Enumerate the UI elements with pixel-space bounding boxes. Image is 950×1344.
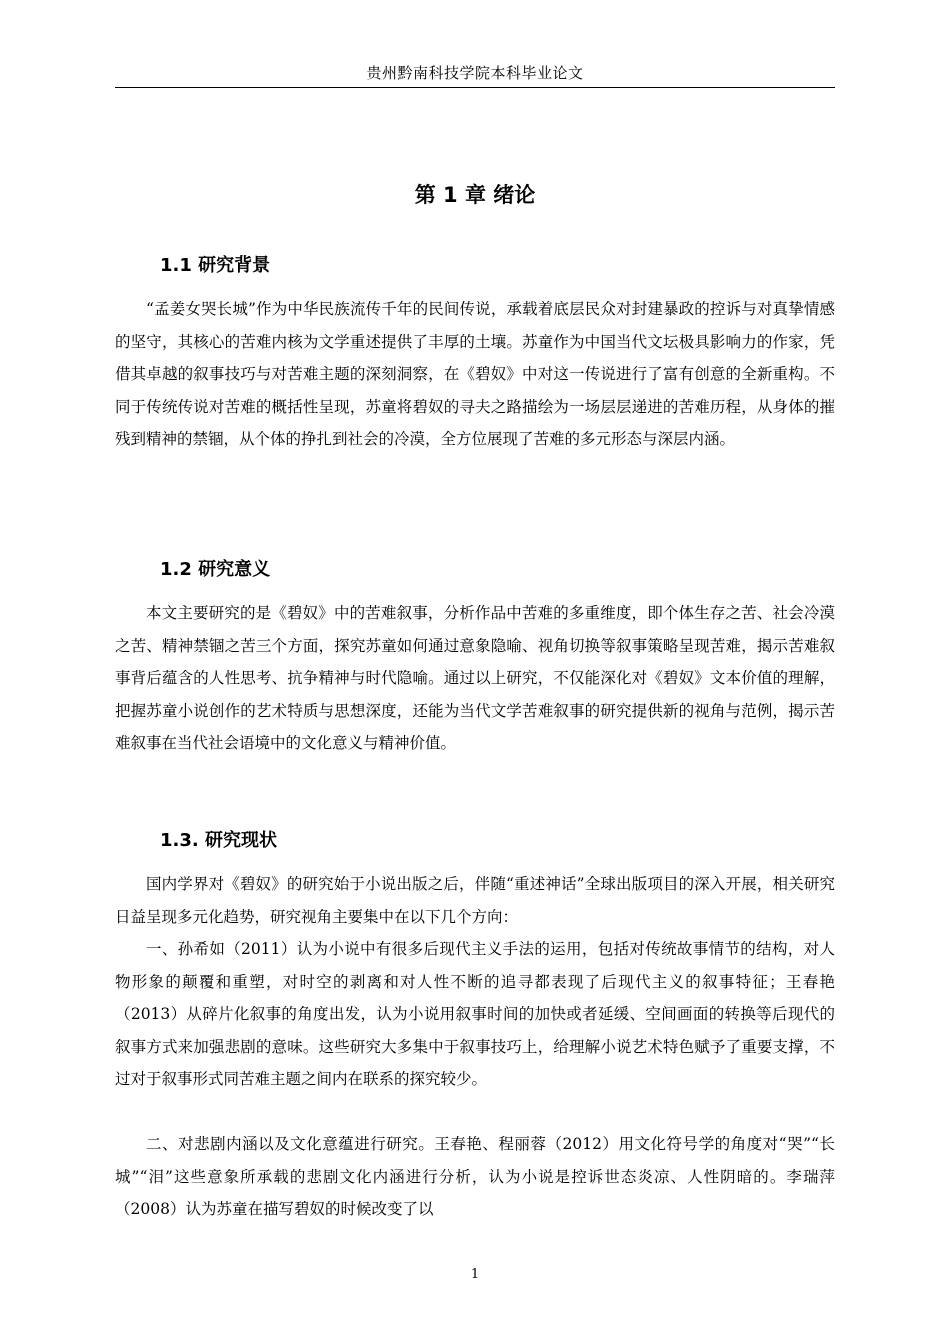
header-divider [115, 87, 835, 88]
paragraph-status-intro: 国内学界对《碧奴》的研究始于小说出版之后，伴随“重述神话”全球出版项目的深入开展，相关研究日益呈现多元化趋势，研究视角主要集中在以下几个方向： [115, 875, 835, 926]
paragraph-background: “孟姜女哭长城”作为中华民族流传千年的民间传说，承载着底层民众对封建暴政的控诉与对真挚情感的坚守，其核心的苦难内核为文学重述提供了丰厚的土壤。苏童作为中国当代文坛极具影响力的作家，凭借其卓越的叙事技巧与对苦难主题的深刻洞察，在《碧奴》中对这一传说进行了富有创意的全新重构。不同于传统传说对苦难的概括性呈现，苏童将碧奴的寻夫之路描绘为一场层层递进的苦难历程，从身体的摧残到精神的禁锢，从个体的挣扎到社会的冷漠，全方位展现了苦难的多元形态与深层内涵。 [115, 300, 835, 448]
paragraph-significance: 本文主要研究的是《碧奴》中的苦难叙事，分析作品中苦难的多重维度，即个体生存之苦、社会冷漠之苦、精神禁锢之苦三个方面，探究苏童如何通过意象隐喻、视角切换等叙事策略呈现苦难，揭示苦难叙事背后蕴含的人性思考、抗争精神与时代隐喻。通过以上研究，不仅能深化对《碧奴》文本价值的理解，把握苏童小说创作的艺术特质与思想深度，还能为当代文学苦难叙事的研究提供新的视角与范例，揭示苦难叙事在当代社会语境中的文化意义与精神价值。 [115, 604, 835, 752]
chapter-title: 第 1 章 绪论 [414, 183, 536, 207]
section-heading-significance: 1.2 研究意义 [160, 559, 271, 580]
page-number: 1 [470, 1267, 480, 1282]
section-heading-background: 1.1 研究背景 [160, 255, 271, 276]
section-heading-status: 1.3. 研究现状 [160, 830, 277, 851]
paragraph-status-point-two: 二、对悲剧内涵以及文化意蕴进行研究。王春艳、程丽蓉（2012）用文化符号学的角度对“哭”“长城”“泪”这些意象所承载的悲剧文化内涵进行分析，认为小说是控诉世态炎凉、人性阴暗的。李瑞萍（2008）认为苏童在描写碧奴的时候改变了以 [115, 1135, 835, 1218]
running-header: 贵州黔南科技学院本科毕业论文 [366, 64, 584, 82]
paragraph-status-point-one: 一、孙希如（2011）认为小说中有很多后现代主义手法的运用，包括对传统故事情节的结构，对人物形象的颠覆和重塑，对时空的剥离和对人性不断的追寻都表现了后现代主义的叙事特征；王春艳（2013）从碎片化叙事的角度出发，认为小说用叙事时间的加快或者延缓、空间画面的转换等后现代的叙事方式来加强悲剧的意味。这些研究大多集中于叙事技巧上，给理解小说艺术特色赋予了重要支撑，不过对于叙事形式同苦难主题之间内在联系的探究较少。 [115, 940, 835, 1088]
